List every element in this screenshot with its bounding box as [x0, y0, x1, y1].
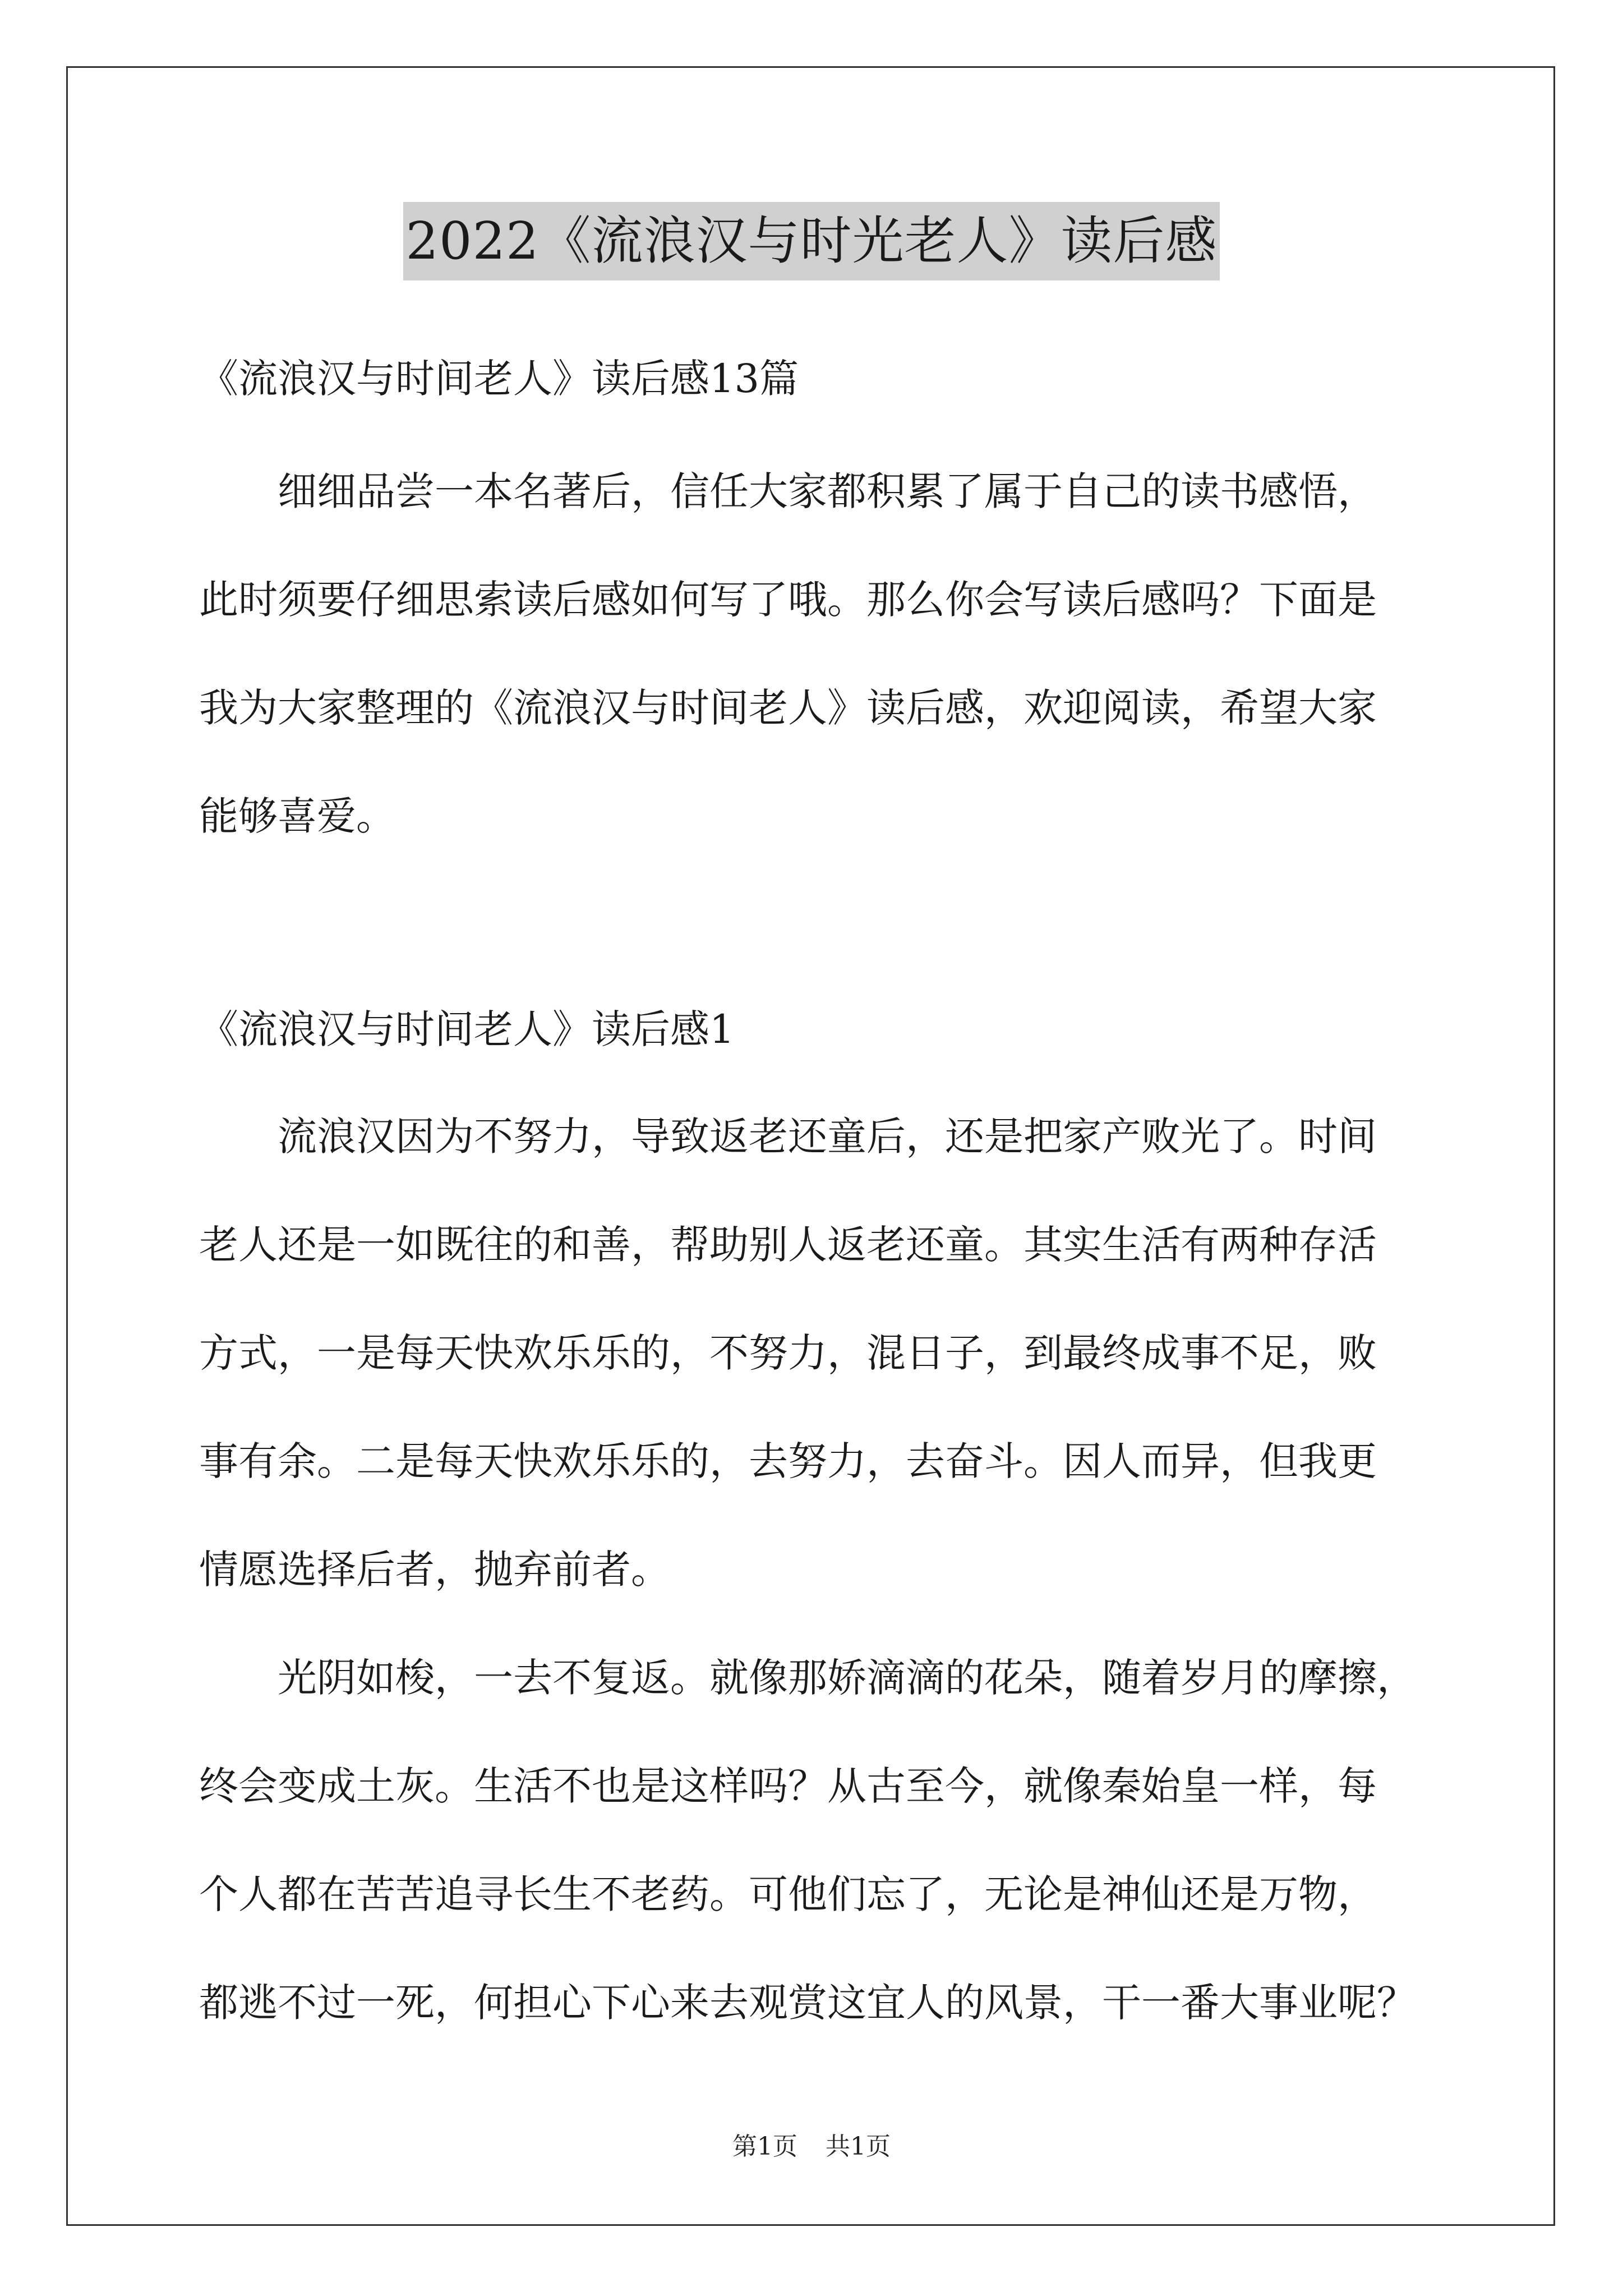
intro-paragraph [199, 438, 1427, 871]
section-heading: 《流浪汉与时间老人》读后感1 [199, 1006, 735, 1052]
paragraph-line: 情愿选择后者，抛弃前者。 [199, 1547, 670, 1593]
section1-paragraph-2 [199, 1624, 1427, 2057]
paragraph-line: 都逃不过一死，何担心下心来去观赏这宜人的风景，干一番大事业呢？ [199, 1980, 1416, 2026]
paragraph-line: 光阴如梭，一去不复返。就像那娇滴滴的花朵，随着岁月的摩擦， [278, 1655, 1416, 1701]
page-total: 共1页 [826, 2132, 891, 2161]
intro-line: 我为大家整理的《流浪汉与时间老人》读后感，欢迎阅读，希望大家 [199, 685, 1377, 731]
paragraph-line: 个人都在苦苦追寻长生不老药。可他们忘了，无论是神仙还是万物， [199, 1871, 1377, 1917]
paragraph-line: 事有余。二是每天快欢乐乐的，去努力，去奋斗。因人而异，但我更 [199, 1438, 1377, 1484]
paragraph-line: 流浪汉因为不努力，导致返老还童后，还是把家产败光了。时间 [278, 1114, 1377, 1159]
paragraph-line: 老人还是一如既往的和善，帮助别人返老还童。其实生活有两种存活 [199, 1222, 1377, 1268]
page-number: 第1页 [732, 2132, 797, 2161]
page-footer [0, 2126, 1623, 2162]
intro-line: 此时须要仔细思索读后感如何写了哦。那么你会写读后感吗？下面是 [199, 577, 1377, 623]
paragraph-line: 方式，一是每天快欢乐乐的，不努力，混日子，到最终成事不足，败 [199, 1330, 1377, 1376]
section1-paragraph-1 [199, 1083, 1427, 1624]
intro-line: 细细品尝一本名著后，信任大家都积累了属于自己的读书感悟， [278, 468, 1377, 514]
paragraph-line: 终会变成土灰。生活不也是这样吗？从古至今，就像秦始皇一样，每 [199, 1763, 1377, 1809]
document-title: 2022《流浪汉与时光老人》读后感 [403, 202, 1219, 280]
subtitle: 《流浪汉与时间老人》读后感13篇 [199, 356, 799, 402]
title-container [0, 202, 1623, 280]
intro-line: 能够喜爱。 [199, 793, 395, 839]
